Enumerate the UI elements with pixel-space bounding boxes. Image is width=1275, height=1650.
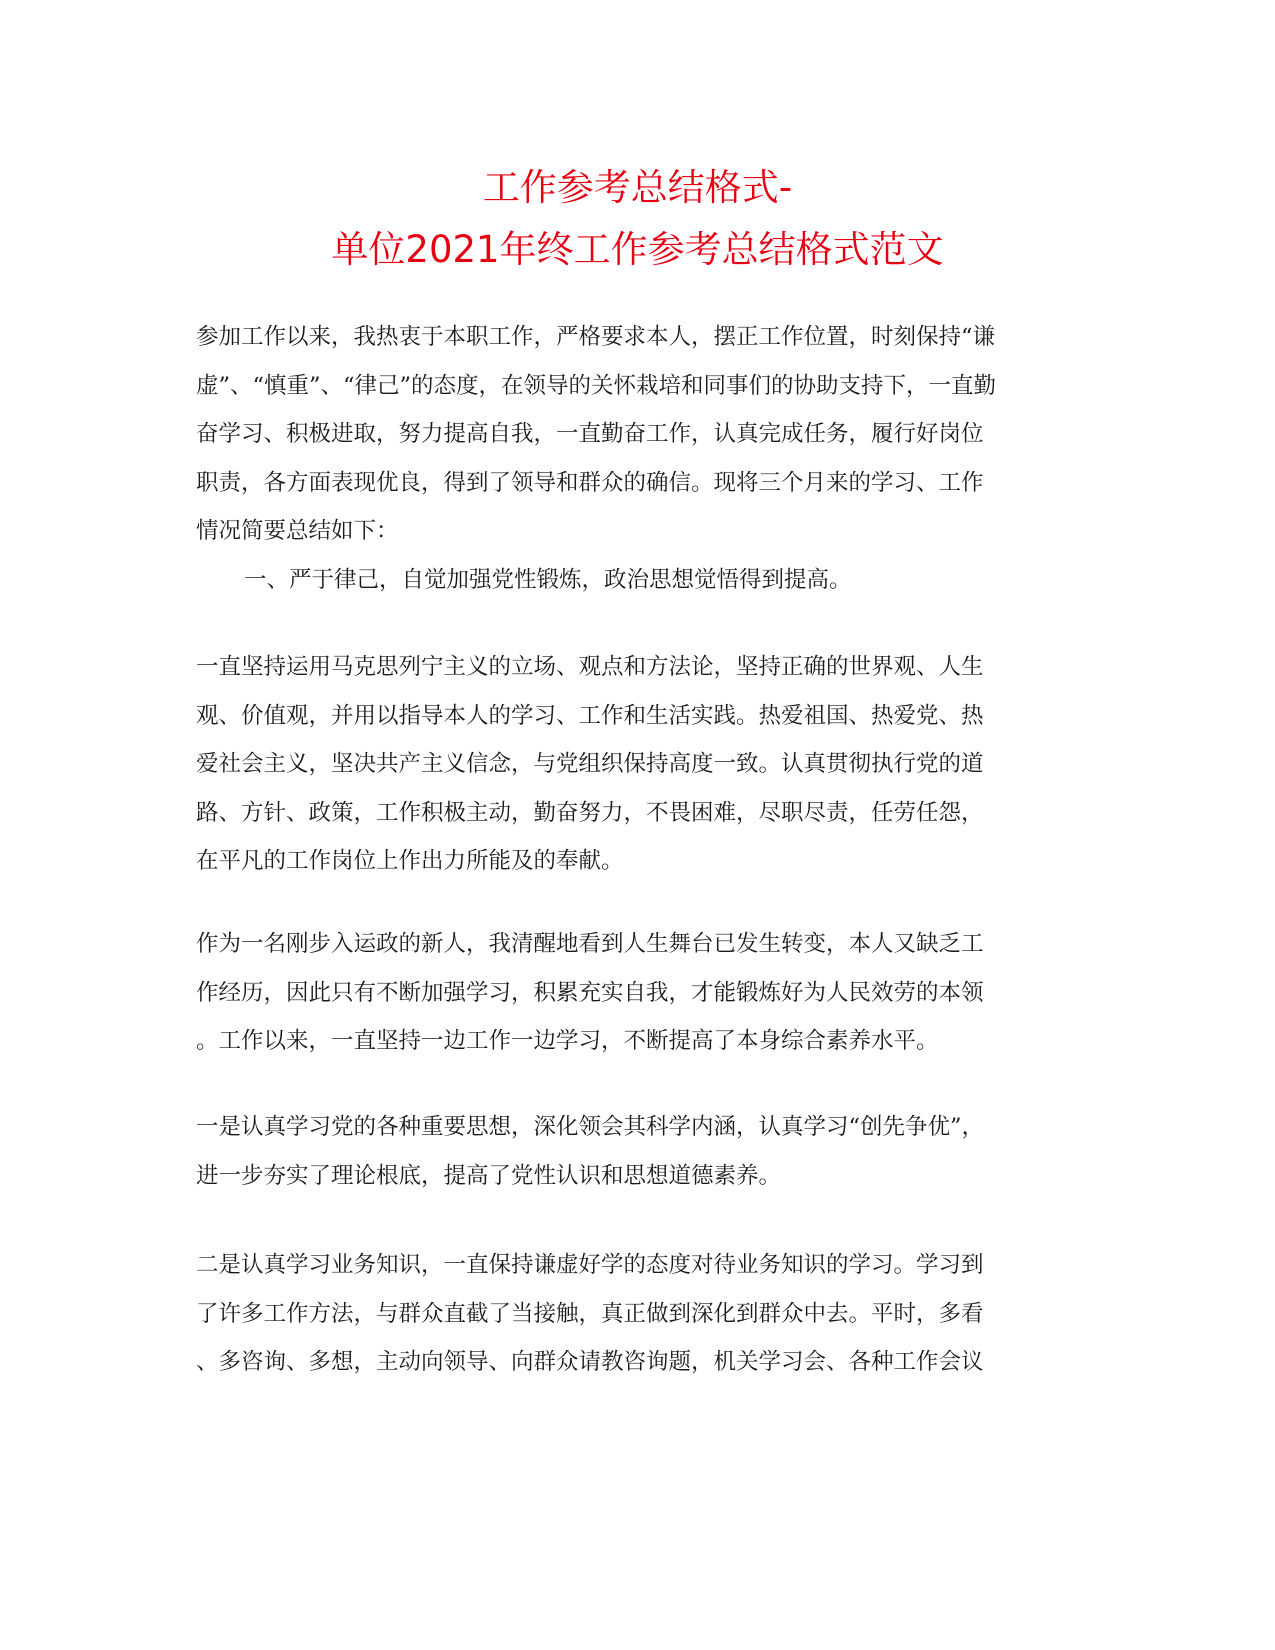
text-line: 职责，各方面表现优良，得到了领导和群众的确信。现将三个月来的学习、工作 bbox=[196, 469, 984, 496]
text-line: 奋学习、积极进取，努力提高自我，一直勤奋工作，认真完成任务，履行好岗位 bbox=[196, 421, 984, 448]
section-heading-1 bbox=[196, 556, 1086, 605]
paragraph-point-two bbox=[196, 1241, 1086, 1387]
text-line: 虚”、“慎重”、“律己”的态度，在领导的关怀栽培和同事们的协助支持下，一直勤 bbox=[196, 372, 997, 399]
text-line: 了许多工作方法，与群众直截了当接触，真正做到深化到群众中去。平时，多看 bbox=[196, 1300, 984, 1327]
text-line: 一直坚持运用马克思列宁主义的立场、观点和方法论，坚持正确的世界观、人生 bbox=[196, 654, 984, 680]
paragraph-point-one bbox=[196, 1103, 1086, 1200]
paragraph-intro bbox=[196, 313, 1086, 556]
text-line: 。工作以来，一直坚持一边工作一边学习，不断提高了本身综合素养水平。 bbox=[196, 1028, 939, 1055]
paragraph-new-staff bbox=[196, 920, 1086, 1066]
text-line: 作经历，因此只有不断加强学习，积累充实自我，才能锻炼好为人民效劳的本领 bbox=[196, 979, 984, 1006]
document-title-line-1: 工作参考总结格式- bbox=[482, 166, 793, 209]
text-line: 在平凡的工作岗位上作出力所能及的奉献。 bbox=[196, 848, 624, 875]
text-line: 参加工作以来，我热衷于本职工作，严格要求本人，摆正工作位置，时刻保持“谦 bbox=[196, 324, 996, 350]
text-line: 二是认真学习业务知识，一直保持谦虚好学的态度对待业务知识的学习。学习到 bbox=[196, 1252, 984, 1278]
text-line: 观、价值观，并用以指导本人的学习、工作和生活实践。热爱祖国、热爱党、热 bbox=[196, 702, 984, 729]
text-line: 、多咨询、多想，主动向领导、向群众请教咨询题，机关学习会、各种工作会议 bbox=[196, 1349, 984, 1376]
text-line: 一、严于律己，自觉加强党性锻炼，政治思想觉悟得到提高。 bbox=[244, 567, 852, 593]
document-title-line-2: 单位2021年终工作参考总结格式范文 bbox=[331, 228, 944, 271]
text-line: 情况简要总结如下： bbox=[196, 518, 399, 545]
text-line: 进一步夯实了理论根底，提高了党性认识和思想道德素养。 bbox=[196, 1162, 782, 1189]
text-line: 一是认真学习党的各种重要思想，深化领会其科学内涵，认真学习“创先争优”， bbox=[196, 1114, 985, 1140]
text-line: 路、方针、政策，工作积极主动，勤奋努力，不畏困难，尽职尽责，任劳任怨， bbox=[196, 799, 984, 826]
text-line: 爱社会主义，坚决共产主义信念，与党组织保持高度一致。认真贯彻执行党的道 bbox=[196, 751, 984, 778]
paragraph-political-thought bbox=[196, 643, 1086, 886]
text-line: 作为一名刚步入运政的新人，我清醒地看到人生舞台已发生转变，本人又缺乏工 bbox=[196, 931, 984, 957]
